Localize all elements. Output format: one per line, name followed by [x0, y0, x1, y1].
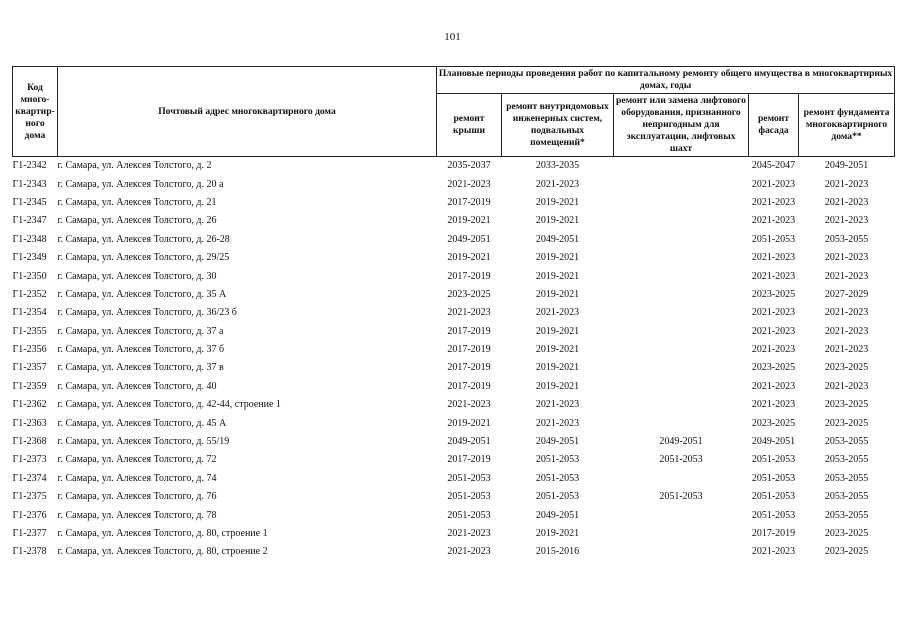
- row-facade-period: 2023-2025: [751, 362, 796, 374]
- row-code: Г1-2373: [12, 454, 47, 466]
- table-row: [13, 323, 895, 341]
- header-elevator: ремонт или замена лифтового оборудования, признанного непригодным для эксплуатации, лифтовых шахт: [614, 94, 749, 157]
- row-code: Г1-2368: [12, 436, 47, 448]
- table-row: [13, 378, 895, 396]
- table-row: [13, 451, 895, 469]
- row-code: Г1-2378: [12, 546, 47, 558]
- row-roof-period: 2019-2021: [447, 417, 491, 429]
- header-periods: Плановые периоды проведения работ по капитальному ремонту общего имущества в многоквартирных домах, годы: [437, 67, 895, 94]
- row-elevator-period: [614, 396, 749, 414]
- table-row: [13, 267, 895, 285]
- row-facade-period: 2021-2023: [751, 307, 796, 319]
- row-facade-period: 2021-2023: [751, 546, 796, 558]
- row-roof-period: 2051-2053: [447, 472, 491, 484]
- row-elevator-period: [614, 378, 749, 396]
- row-engineering-period: 2019-2021: [535, 252, 580, 264]
- row-code: Г1-2352: [12, 288, 47, 300]
- row-engineering-period: 2021-2023: [535, 417, 580, 429]
- table-row: [13, 175, 895, 193]
- row-address: г. Самара, ул. Алексея Толстого, д. 80, строение 2: [57, 546, 268, 558]
- table-row: [13, 433, 895, 451]
- row-elevator-period: [614, 543, 749, 561]
- row-code: Г1-2345: [12, 196, 47, 208]
- row-elevator-period: [614, 359, 749, 377]
- row-roof-period: 2017-2019: [447, 454, 491, 466]
- row-engineering-period: 2021-2023: [535, 399, 580, 411]
- row-elevator-period: [614, 194, 749, 212]
- row-foundation-period: 2021-2023: [824, 325, 869, 337]
- header-roof: ремонт крыши: [437, 94, 502, 157]
- row-foundation-period: 2021-2023: [824, 307, 869, 319]
- row-facade-period: 2021-2023: [751, 270, 796, 282]
- row-roof-period: 2017-2019: [447, 196, 491, 208]
- row-roof-period: 2049-2051: [447, 233, 491, 245]
- row-engineering-period: 2019-2021: [535, 270, 580, 282]
- row-foundation-period: 2023-2025: [824, 399, 869, 411]
- row-facade-period: 2021-2023: [751, 215, 796, 227]
- row-address: г. Самара, ул. Алексея Толстого, д. 42-44, строение 1: [57, 399, 281, 411]
- row-code: Г1-2355: [12, 325, 47, 337]
- table-row: [13, 341, 895, 359]
- row-engineering-period: 2015-2016: [535, 546, 580, 558]
- header-address: Почтовый адрес многоквартирного дома: [58, 67, 437, 157]
- row-engineering-period: 2019-2021: [535, 288, 580, 300]
- row-facade-period: 2021-2023: [751, 178, 796, 190]
- row-address: г. Самара, ул. Алексея Толстого, д. 55/19: [57, 436, 230, 448]
- row-address: г. Самара, ул. Алексея Толстого, д. 35 А: [57, 288, 227, 300]
- row-facade-period: 2045-2047: [751, 160, 796, 172]
- row-address: г. Самара, ул. Алексея Толстого, д. 30: [57, 270, 217, 282]
- row-elevator-period: [614, 212, 749, 230]
- row-address: г. Самара, ул. Алексея Толстого, д. 74: [57, 472, 217, 484]
- row-address: г. Самара, ул. Алексея Толстого, д. 37 б: [57, 344, 225, 356]
- row-address: г. Самара, ул. Алексея Толстого, д. 36/23 б: [57, 307, 237, 319]
- row-elevator-period: [614, 323, 749, 341]
- row-foundation-period: 2021-2023: [824, 215, 869, 227]
- row-foundation-period: 2023-2025: [824, 362, 869, 374]
- row-facade-period: 2051-2053: [751, 491, 796, 503]
- table-row: [13, 506, 895, 524]
- row-foundation-period: 2023-2025: [824, 417, 869, 429]
- row-roof-period: 2017-2019: [447, 362, 491, 374]
- row-address: г. Самара, ул. Алексея Толстого, д. 26: [57, 215, 217, 227]
- table-row: [13, 304, 895, 322]
- row-foundation-period: 2023-2025: [824, 546, 869, 558]
- row-code: Г1-2348: [12, 233, 47, 245]
- table-row: [13, 414, 895, 432]
- row-facade-period: 2023-2025: [751, 417, 796, 429]
- row-facade-period: 2021-2023: [751, 380, 796, 392]
- row-code: Г1-2376: [12, 509, 47, 521]
- row-address: г. Самара, ул. Алексея Толстого, д. 20 а: [57, 178, 224, 190]
- row-facade-period: 2021-2023: [751, 252, 796, 264]
- row-address: г. Самара, ул. Алексея Толстого, д. 78: [57, 509, 217, 521]
- row-engineering-period: 2019-2021: [535, 380, 580, 392]
- row-facade-period: 2051-2053: [751, 472, 796, 484]
- row-code: Г1-2357: [12, 362, 47, 374]
- row-elevator-period: [614, 231, 749, 249]
- row-engineering-period: 2019-2021: [535, 344, 580, 356]
- row-foundation-period: 2021-2023: [824, 196, 869, 208]
- table-row: [13, 359, 895, 377]
- row-address: г. Самара, ул. Алексея Толстого, д. 21: [57, 196, 217, 208]
- row-code: Г1-2354: [12, 307, 47, 319]
- header-engineering: ремонт внутридомовых инженерных систем, подвальных помещений*: [502, 94, 614, 157]
- row-address: г. Самара, ул. Алексея Толстого, д. 80, строение 1: [57, 528, 268, 539]
- row-code: Г1-2343: [12, 178, 47, 190]
- row-engineering-period: 2051-2053: [535, 472, 580, 484]
- row-facade-period: 2021-2023: [751, 196, 796, 208]
- row-code: Г1-2374: [12, 472, 47, 484]
- row-foundation-period: 2021-2023: [824, 380, 869, 392]
- row-elevator-period: [614, 175, 749, 193]
- row-foundation-period: 2053-2055: [824, 454, 869, 466]
- row-elevator-period: [614, 341, 749, 359]
- row-code: Г1-2350: [12, 270, 47, 282]
- row-elevator-period: [614, 470, 749, 488]
- row-code: Г1-2362: [12, 399, 47, 411]
- table-row: [13, 543, 895, 561]
- row-code: Г1-2356: [12, 344, 47, 356]
- row-foundation-period: 2021-2023: [824, 270, 869, 282]
- row-elevator-period: [614, 286, 749, 304]
- row-engineering-period: 2021-2023: [535, 307, 580, 319]
- row-engineering-period: 2019-2021: [535, 325, 580, 337]
- table-body: [13, 157, 895, 562]
- header-facade: ремонт фасада: [749, 94, 799, 157]
- row-roof-period: 2051-2053: [447, 491, 491, 503]
- table-row: [13, 194, 895, 212]
- row-foundation-period: 2053-2055: [824, 233, 869, 245]
- row-code: Г1-2363: [12, 417, 47, 429]
- row-foundation-period: 2053-2055: [824, 491, 869, 503]
- table-row: [13, 525, 895, 543]
- table-row: [13, 249, 895, 267]
- row-foundation-period: 2021-2023: [824, 344, 869, 356]
- row-code: Г1-2349: [12, 252, 47, 264]
- row-foundation-period: 2049-2051: [824, 160, 869, 172]
- row-engineering-period: 2033-2035: [535, 160, 580, 172]
- row-code: Г1-2347: [12, 215, 47, 227]
- row-facade-period: 2021-2023: [751, 325, 796, 337]
- row-foundation-period: 2027-2029: [824, 288, 869, 300]
- table-row: [13, 231, 895, 249]
- row-code: Г1-2359: [12, 380, 47, 392]
- row-code: Г1-2342: [12, 160, 47, 172]
- row-facade-period: 2051-2053: [751, 454, 796, 466]
- row-facade-period: 2051-2053: [751, 233, 796, 245]
- row-address: г. Самара, ул. Алексея Толстого, д. 29/25: [57, 252, 230, 264]
- row-roof-period: 2019-2021: [447, 252, 491, 264]
- row-roof-period: 2051-2053: [447, 509, 491, 521]
- row-engineering-period: 2051-2053: [535, 491, 580, 503]
- row-roof-period: 2021-2023: [447, 178, 491, 190]
- table-row: [13, 157, 895, 176]
- row-facade-period: 2017-2019: [751, 528, 796, 539]
- row-engineering-period: 2021-2023: [535, 178, 580, 190]
- row-facade-period: 2023-2025: [751, 288, 796, 300]
- header-code: Код много-квартир-ного дома: [13, 67, 58, 157]
- row-facade-period: 2021-2023: [751, 344, 796, 356]
- row-engineering-period: 2049-2051: [535, 233, 580, 245]
- row-elevator-period: 2051-2053: [659, 454, 703, 466]
- row-foundation-period: 2021-2023: [824, 178, 869, 190]
- row-elevator-period: [614, 249, 749, 267]
- row-address: г. Самара, ул. Алексея Толстого, д. 37 а: [57, 325, 224, 337]
- row-engineering-period: 2019-2021: [535, 215, 580, 227]
- row-engineering-period: 2049-2051: [535, 436, 580, 448]
- row-elevator-period: [614, 506, 749, 524]
- row-roof-period: 2017-2019: [447, 270, 491, 282]
- row-elevator-period: [614, 267, 749, 285]
- row-roof-period: 2049-2051: [447, 436, 491, 448]
- capital-repair-table: [12, 66, 895, 562]
- row-elevator-period: [614, 525, 749, 543]
- row-elevator-period: 2051-2053: [659, 491, 703, 503]
- row-roof-period: 2021-2023: [447, 528, 491, 539]
- row-engineering-period: 2019-2021: [535, 362, 580, 374]
- row-engineering-period: 2051-2053: [535, 454, 580, 466]
- row-code: Г1-2377: [12, 528, 47, 539]
- row-elevator-period: [614, 304, 749, 322]
- row-engineering-period: 2019-2021: [535, 196, 580, 208]
- row-facade-period: 2051-2053: [751, 509, 796, 521]
- row-foundation-period: 2053-2055: [824, 472, 869, 484]
- row-address: г. Самара, ул. Алексея Толстого, д. 45 А: [57, 417, 227, 429]
- table-row: [13, 488, 895, 506]
- row-address: г. Самара, ул. Алексея Толстого, д. 40: [57, 380, 217, 392]
- row-code: Г1-2375: [12, 491, 47, 503]
- row-engineering-period: 2049-2051: [535, 509, 580, 521]
- row-roof-period: 2023-2025: [447, 288, 491, 300]
- row-facade-period: 2021-2023: [751, 399, 796, 411]
- row-address: г. Самара, ул. Алексея Толстого, д. 76: [57, 491, 217, 503]
- table-row: [13, 470, 895, 488]
- table-row: [13, 286, 895, 304]
- row-elevator-period: 2049-2051: [659, 436, 703, 448]
- row-roof-period: 2017-2019: [447, 344, 491, 356]
- row-foundation-period: 2023-2025: [824, 528, 869, 539]
- row-address: г. Самара, ул. Алексея Толстого, д. 72: [57, 454, 217, 466]
- row-elevator-period: [614, 157, 749, 176]
- table-row: [13, 396, 895, 414]
- row-roof-period: 2035-2037: [447, 160, 491, 172]
- row-address: г. Самара, ул. Алексея Толстого, д. 26-28: [57, 233, 230, 245]
- row-facade-period: 2049-2051: [751, 436, 796, 448]
- row-foundation-period: 2053-2055: [824, 436, 869, 448]
- header-foundation: ремонт фундамента многоквартирного дома**: [799, 94, 895, 157]
- row-foundation-period: 2021-2023: [824, 252, 869, 264]
- row-address: г. Самара, ул. Алексея Толстого, д. 2: [57, 160, 212, 172]
- page-number: 101: [444, 31, 461, 43]
- table-row: [13, 212, 895, 230]
- row-roof-period: 2021-2023: [447, 546, 491, 558]
- row-roof-period: 2021-2023: [447, 399, 491, 411]
- row-address: г. Самара, ул. Алексея Толстого, д. 37 в: [57, 362, 224, 374]
- row-engineering-period: 2019-2021: [535, 528, 580, 539]
- row-roof-period: 2017-2019: [447, 380, 491, 392]
- row-roof-period: 2021-2023: [447, 307, 491, 319]
- row-roof-period: 2017-2019: [447, 325, 491, 337]
- row-elevator-period: [614, 414, 749, 432]
- row-roof-period: 2019-2021: [447, 215, 491, 227]
- row-foundation-period: 2053-2055: [824, 509, 869, 521]
